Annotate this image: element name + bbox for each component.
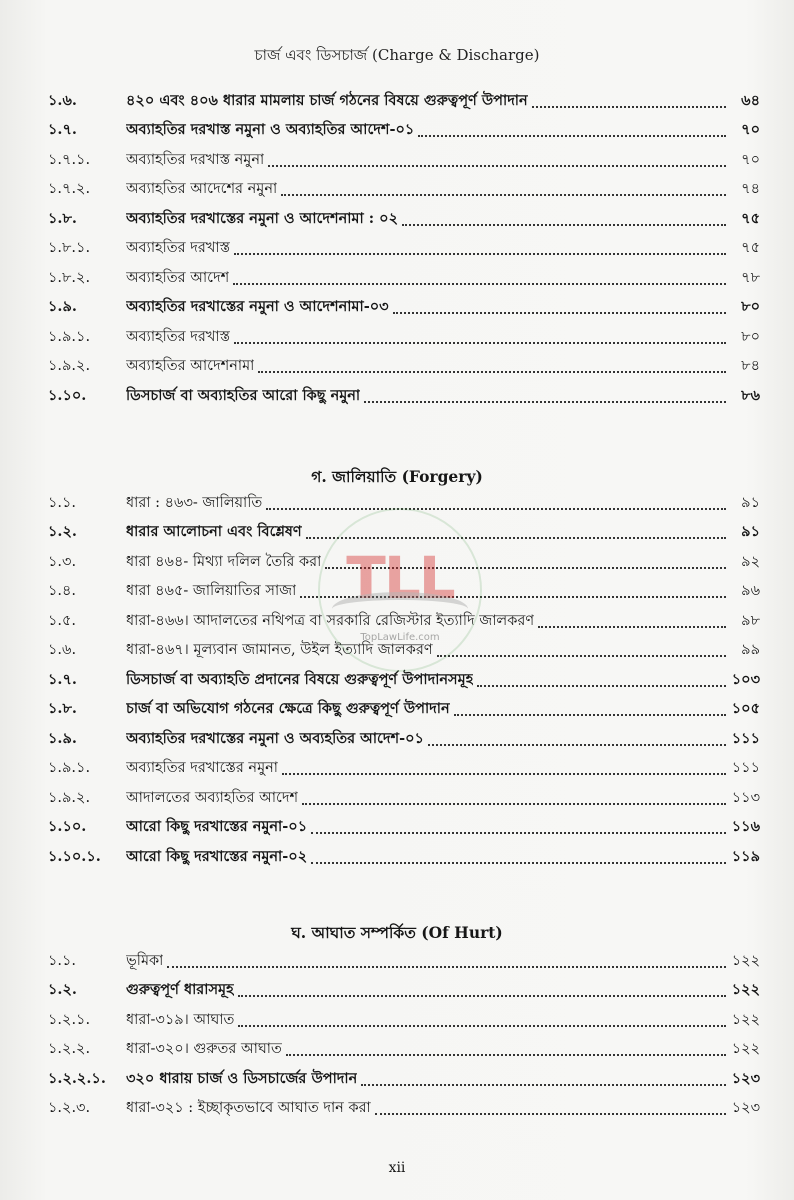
- toc-entry-number: ১.২.১.: [48, 1011, 91, 1028]
- toc-entry-number: ১.২.২.১.: [48, 1069, 106, 1087]
- toc-entry-number: ১.২.২.: [48, 1041, 91, 1057]
- dot-leader: [375, 1113, 726, 1115]
- toc-entry-page: ১১১: [731, 729, 760, 747]
- toc-entry-page: ১০৫: [731, 700, 760, 717]
- toc-entry-title: ভূমিকা: [126, 952, 164, 969]
- dot-leader: [268, 165, 726, 167]
- toc-entry-title: অব্যাহতির দরখাস্তের নমুনা ও আদেশনামা-০৩: [126, 298, 389, 315]
- toc-entry-page: ৭০: [741, 121, 760, 138]
- toc-entry-page: ১২২: [731, 981, 760, 998]
- toc-entry-number: ১.১০.১.: [48, 847, 101, 865]
- toc-group-1: [48, 84, 760, 409]
- toc-entry-title: ডিসচার্জ বা অব্যাহতি প্রদানের বিষয়ে গুরুত্বপূর্ণ উপাদানসমূহ: [126, 670, 474, 688]
- toc-entry-number: ১.৬.: [48, 91, 77, 109]
- toc-entry-number: ১.২.: [48, 523, 77, 540]
- toc-entry-title: ধারা-৪৬৬। আদালতের নথিপত্র বা সরকারি রেজিস্টার ইত্যাদি জালকরণ: [126, 612, 535, 629]
- dot-leader: [428, 744, 726, 746]
- toc-entry-number: ১.৯.: [48, 298, 77, 315]
- dot-leader: [238, 995, 726, 997]
- toc-entry-title: অব্যাহতির দরখাস্ত নমুনা: [126, 151, 265, 168]
- running-head: চার্জ এবং ডিসচার্জ (Charge & Discharge): [254, 46, 540, 64]
- toc-entry-title: ডিসচার্জ বা অব্যাহতির আরো কিছু নমুনা: [126, 386, 361, 404]
- toc-entry-number: ১.৮.: [48, 700, 77, 717]
- dot-leader: [266, 508, 726, 510]
- watermark-letters: TLL: [346, 544, 454, 612]
- toc-entry-number: ১.৯.২.: [48, 789, 91, 806]
- toc-entry-page: ৮৬: [741, 386, 760, 404]
- watermark-logo: [318, 508, 482, 672]
- dot-leader: [281, 194, 726, 196]
- toc-entry-number: ১.২.: [48, 981, 77, 998]
- toc-entry-page: ৭৫: [741, 209, 760, 227]
- dot-leader: [238, 1025, 726, 1027]
- toc-entry-title: গুরুত্বপূর্ণ ধারাসমূহ: [126, 981, 234, 998]
- toc-entry-page: ৯১: [741, 523, 760, 540]
- toc-entry-number: ১.২.৩.: [48, 1100, 91, 1116]
- toc-entry-number: ১.৫.: [48, 612, 77, 629]
- toc-entry-title: চার্জ বা অভিযোগ গঠনের ক্ষেত্রে কিছু গুরুত্বপূর্ণ উপাদান: [126, 700, 450, 717]
- dot-leader: [361, 1084, 726, 1086]
- dot-leader: [532, 106, 726, 108]
- toc-entry-page: ১০৩: [731, 670, 760, 688]
- toc-entry-title: ধারা-৩২০। গুরুতর আঘাত: [126, 1041, 282, 1057]
- toc-entry-title: আরো কিছু দরখাস্তের নমুনা-০১: [126, 818, 308, 835]
- toc-entry-number: ১.৭.: [48, 670, 77, 688]
- toc-entry-page: ১২২: [731, 952, 760, 969]
- toc-entry-number: ১.১০.: [48, 818, 87, 835]
- section-heading-hurt: ঘ. আঘাত সম্পর্কিত (Of Hurt): [291, 923, 503, 942]
- toc-entry-page: ১১১: [731, 760, 760, 776]
- toc-entry-title: অব্যাহতির আদেশের নমুনা: [126, 181, 278, 197]
- toc-entry: [48, 173, 760, 203]
- toc-entry-page: ৮০: [741, 328, 760, 345]
- dot-leader: [302, 803, 726, 805]
- toc-entry-number: ১.৭.: [48, 121, 77, 138]
- toc-entry: [48, 944, 760, 974]
- toc-entry: [48, 291, 760, 321]
- dot-leader: [393, 312, 726, 314]
- toc-entry-page: ৬৪: [741, 91, 760, 109]
- dot-leader: [233, 283, 726, 285]
- toc-entry-title: অব্যাহতির দরখাস্ত নমুনা ও অব্যাহতির আদেশ-০১: [126, 121, 415, 138]
- toc-entry-number: ১.৬.: [48, 642, 77, 658]
- toc-entry-title: ধারা-৪৬৭। মূল্যবান জামানত, উইল ইত্যাদি জালকরণ: [126, 642, 433, 658]
- toc-entry-title: অব্যাহতির দরখাস্তের নমুনা: [126, 760, 278, 776]
- toc-entry-number: ১.৮.১.: [48, 240, 91, 256]
- toc-entry: [48, 350, 760, 380]
- toc-entry-page: ৯৮: [741, 612, 760, 629]
- toc-entry: [48, 752, 760, 782]
- toc-entry: [48, 722, 760, 752]
- toc-entry-number: ১.৭.২.: [48, 181, 91, 197]
- toc-entry: [48, 1092, 760, 1122]
- dot-leader: [364, 401, 726, 403]
- toc-group-3: [48, 944, 760, 1121]
- toc-entry-title: অব্যাহতির দরখাস্তের নমুনা ও অব্যহতির আদেশ-০১: [126, 729, 424, 747]
- dot-leader: [258, 371, 726, 373]
- toc-entry-page: ১১৬: [731, 818, 760, 835]
- toc-entry-number: ১.১০.: [48, 386, 87, 404]
- toc-entry: [48, 114, 760, 144]
- toc-entry-title: ৩২০ ধারায় চার্জ ও ডিসচার্জের উপাদান: [126, 1069, 358, 1087]
- page-folio: xii: [388, 1160, 406, 1176]
- toc-entry-page: ১২৩: [731, 1069, 760, 1087]
- toc-entry-number: ১.৯.২.: [48, 358, 91, 374]
- dot-leader: [282, 773, 726, 775]
- toc-entry-number: ১.৪.: [48, 583, 77, 599]
- toc-entry: [48, 320, 760, 350]
- toc-entry-page: ৮০: [741, 298, 760, 315]
- toc-entry-page: ১২৩: [731, 1100, 760, 1116]
- toc-entry: [48, 811, 760, 841]
- dot-leader: [234, 342, 726, 344]
- toc-entry: [48, 1003, 760, 1033]
- toc-entry-page: ৭৪: [741, 181, 760, 197]
- toc-entry-title: অব্যাহতির দরখাস্ত: [126, 328, 231, 345]
- toc-entry-title: আদালতের অব্যাহতির আদেশ: [126, 789, 299, 806]
- toc-entry-title: ধারার আলোচনা এবং বিশ্লেষণ: [126, 523, 302, 540]
- toc-entry-page: ৭৫: [741, 240, 760, 256]
- toc-entry-title: অব্যাহতির আদেশ: [126, 269, 230, 286]
- toc-entry-title: ধারা ৪৬৫- জালিয়াতির সাজা: [126, 583, 297, 599]
- toc-entry: [48, 232, 760, 262]
- toc-entry-number: ১.৯.১.: [48, 760, 91, 776]
- toc-entry-page: ৯২: [741, 553, 760, 570]
- toc-entry-title: আরো কিছু দরখাস্তের নমুনা-০২: [126, 847, 308, 865]
- toc-entry: [48, 143, 760, 173]
- watermark-swoosh-icon: [332, 592, 468, 626]
- toc-entry-page: ৯৯: [741, 642, 760, 658]
- toc-entry-title: ৪২০ এবং ৪০৬ ধারার মামলায় চার্জ গঠনের বিষয়ে গুরুত্বপূর্ণ উপাদান: [126, 91, 528, 109]
- toc-entry: [48, 974, 760, 1004]
- toc-entry-number: ১.৩.: [48, 553, 77, 570]
- toc-entry-number: ১.৮.: [48, 209, 77, 227]
- toc-entry-title: অব্যাহতির আদেশনামা: [126, 358, 255, 374]
- toc-entry-number: ১.৭.১.: [48, 151, 91, 168]
- toc-entry-page: ৯৬: [741, 583, 760, 599]
- dot-leader: [234, 253, 726, 255]
- toc-entry: [48, 1033, 760, 1063]
- toc-entry: [48, 781, 760, 811]
- toc-entry-title: অব্যাহতির দরখাস্তের নমুনা ও আদেশনামা : ০২: [126, 209, 398, 227]
- dot-leader: [167, 966, 726, 968]
- section-heading-forgery: গ. জালিয়াতি (Forgery): [311, 467, 483, 486]
- toc-entry-page: ১২২: [731, 1041, 760, 1057]
- toc-entry-page: ১১৩: [731, 789, 760, 806]
- watermark-url: TopLawLife.com: [360, 632, 440, 643]
- toc-entry-page: ৭৮: [741, 269, 760, 286]
- toc-entry-title: ধারা : ৪৬৩- জালিয়াতি: [126, 494, 263, 511]
- toc-entry-title: ধারা ৪৬৪- মিথ্যা দলিল তৈরি করা: [126, 553, 322, 570]
- dot-leader: [538, 626, 726, 628]
- toc-entry: [48, 840, 760, 870]
- toc-entry: [48, 261, 760, 291]
- toc-entry-page: ৯১: [741, 494, 760, 511]
- toc-entry-page: ৮৪: [741, 358, 760, 374]
- toc-entry: [48, 84, 760, 114]
- dot-leader: [454, 714, 726, 716]
- toc-entry-number: ১.১.: [48, 494, 77, 511]
- dot-leader: [418, 135, 726, 137]
- toc-entry-page: ১১৯: [731, 847, 760, 865]
- toc-entry: [48, 693, 760, 723]
- dot-leader: [477, 685, 726, 687]
- toc-entry-number: ১.৯.: [48, 729, 77, 747]
- dot-leader: [402, 224, 726, 226]
- toc-entry-title: অব্যাহতির দরখাস্ত: [126, 240, 231, 256]
- toc-entry-title: ধারা-৩২১ : ইচ্ছাকৃতভাবে আঘাত দান করা: [126, 1100, 371, 1116]
- toc-entry: [48, 1062, 760, 1092]
- toc-entry: [48, 202, 760, 232]
- toc-entry-number: ১.৯.১.: [48, 328, 91, 345]
- toc-entry-number: ১.১.: [48, 952, 77, 969]
- toc-entry-number: ১.৮.২.: [48, 269, 91, 286]
- toc-entry-page: ৭০: [741, 151, 760, 168]
- dot-leader: [311, 832, 726, 834]
- dot-leader: [437, 655, 726, 657]
- dot-leader: [311, 862, 726, 864]
- dot-leader: [286, 1054, 726, 1056]
- toc-entry-title: ধারা-৩১৯। আঘাত: [126, 1011, 235, 1028]
- toc-entry: [48, 379, 760, 409]
- toc-entry-page: ১২২: [731, 1011, 760, 1028]
